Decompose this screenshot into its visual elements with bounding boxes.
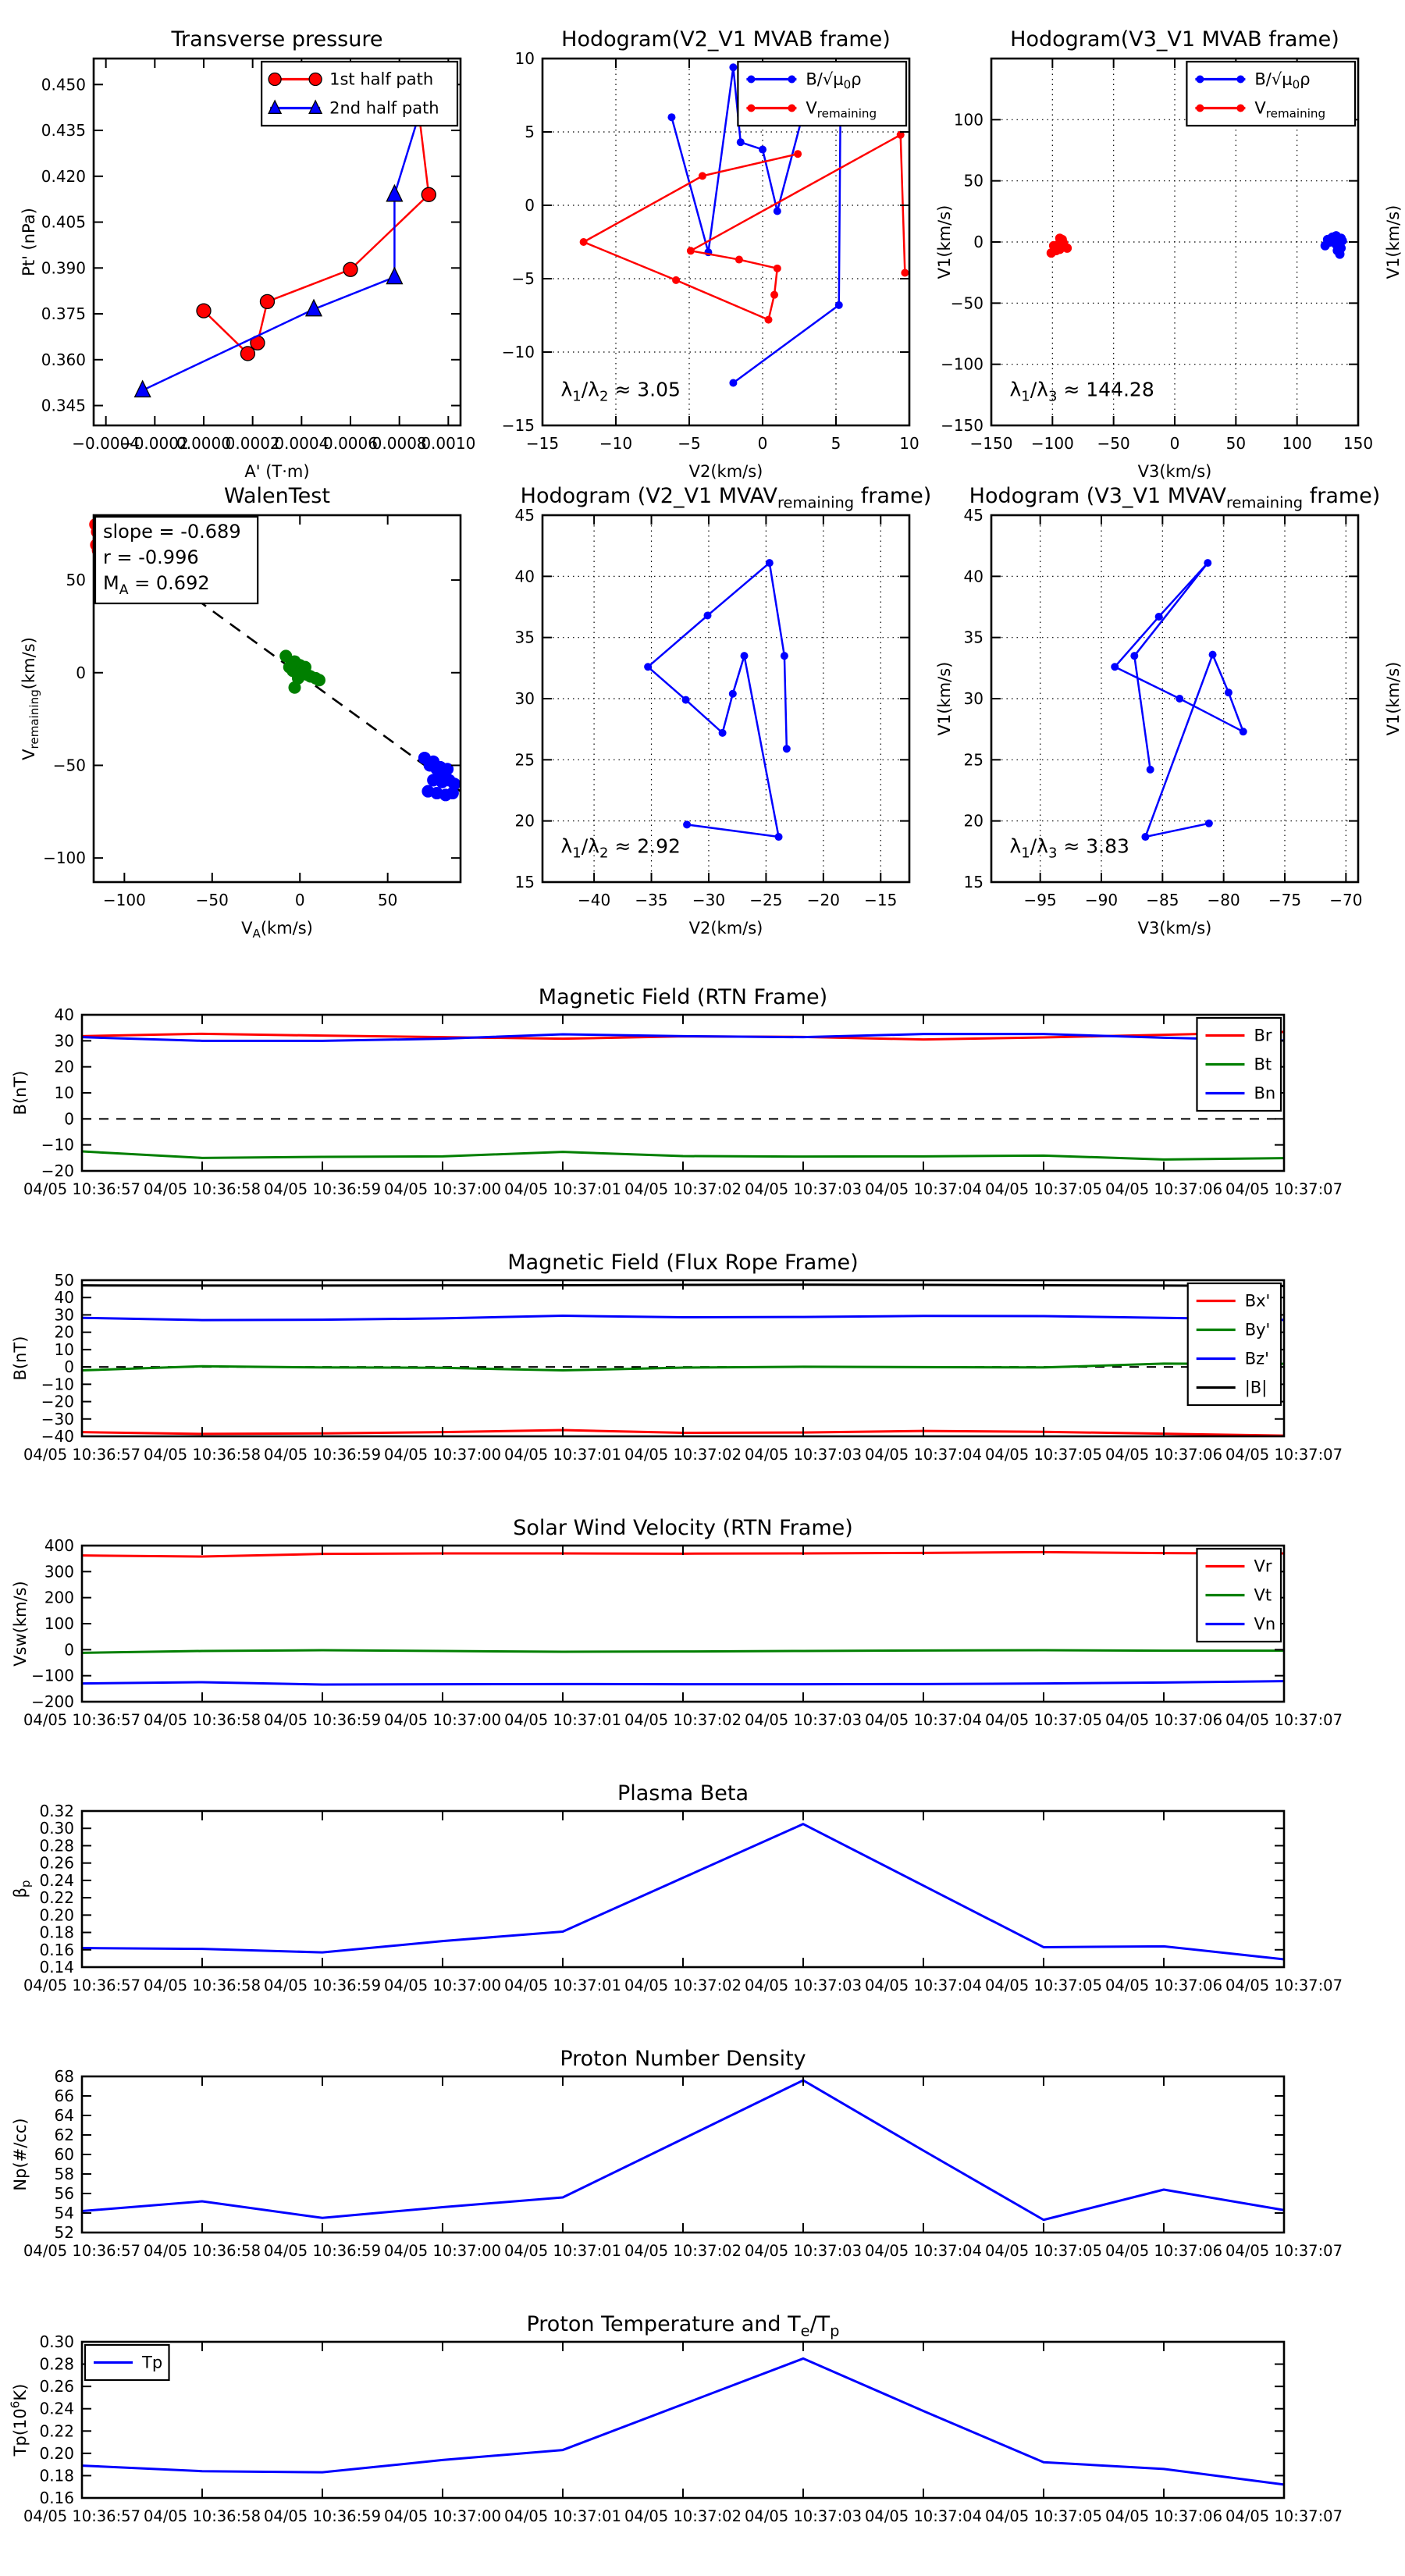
y-tick-label: 66 <box>54 2087 74 2105</box>
y-tick-label: 52 <box>54 2223 74 2242</box>
x-tick-label: −70 <box>1329 891 1363 909</box>
x-tick-label: −10 <box>599 434 633 453</box>
time-tick-label: 04/05 10:36:59 <box>264 1446 381 1464</box>
lambda-ratio-annotation: $\lambda_1/\lambda_3 \approx 3.83$ <box>1009 834 1129 862</box>
x-tick-label: −50 <box>195 891 229 909</box>
y-tick-label: 0.360 <box>41 350 86 369</box>
y-tick-label: −20 <box>41 1162 74 1180</box>
y-tick-label: 0.30 <box>39 1819 74 1838</box>
y-tick-label: 20 <box>54 1322 74 1342</box>
time-tick-label: 04/05 10:36:59 <box>264 1180 381 1198</box>
y-tick-label: 20 <box>54 1057 74 1076</box>
y-tick-label: 0.24 <box>39 2399 74 2418</box>
time-tick-label: 04/05 10:36:59 <box>264 2507 381 2525</box>
panel-magnetic-field-flux-rope <box>11 1251 1343 1464</box>
panel-walen-test <box>20 484 461 941</box>
time-tick-label: 04/05 10:37:01 <box>504 1711 621 1729</box>
y-tick-label: 20 <box>963 811 984 831</box>
y-tick-label: 50 <box>66 571 86 590</box>
x-tick-label: −20 <box>806 891 840 909</box>
y-tick-label: 0.18 <box>39 2466 74 2485</box>
time-tick-label: 04/05 10:37:04 <box>865 2242 982 2260</box>
y-tick-label: 0.375 <box>41 304 86 324</box>
y-tick-label: 25 <box>963 750 984 770</box>
y-tick-label: 30 <box>514 689 535 708</box>
y-tick-label: 40 <box>54 1005 74 1024</box>
time-tick-label: 04/05 10:37:04 <box>865 1446 982 1464</box>
y-tick-label: 10 <box>514 49 535 68</box>
y-tick-label: 15 <box>514 873 535 891</box>
time-tick-label: 04/05 10:36:58 <box>144 1976 261 1994</box>
y-tick-label: −50 <box>52 756 86 775</box>
y-axis-label: V1(km/s) <box>935 661 954 736</box>
y-tick-label: 45 <box>514 506 535 525</box>
time-tick-label: 04/05 10:37:05 <box>985 1180 1102 1198</box>
y-tick-label: 0.14 <box>39 1958 74 1976</box>
time-tick-label: 04/05 10:37:03 <box>745 2507 862 2525</box>
y-tick-label: 50 <box>963 171 984 190</box>
time-tick-label: 04/05 10:36:57 <box>23 1446 140 1464</box>
time-tick-label: 04/05 10:37:02 <box>624 2507 742 2525</box>
y-axis-label: V1(km/s) <box>1384 661 1403 736</box>
y-tick-label: 0.16 <box>39 2489 74 2507</box>
time-tick-label: 04/05 10:37:01 <box>504 1180 621 1198</box>
y-tick-label: 0 <box>76 663 86 682</box>
y-tick-label: 0 <box>64 1109 74 1129</box>
y-tick-label: 5 <box>525 123 535 141</box>
x-tick-label: −95 <box>1023 891 1057 909</box>
y-tick-label: 0.22 <box>39 2421 74 2441</box>
panel-title: Hodogram (V2_V1 $MVAV_{remaining}$ frame) <box>520 484 932 512</box>
time-tick-label: 04/05 10:37:02 <box>624 2242 742 2260</box>
x-tick-label: −15 <box>864 891 898 909</box>
panel-magnetic-field-rtn <box>11 985 1343 1198</box>
time-tick-label: 04/05 10:37:02 <box>624 1446 742 1464</box>
walen-stat-line: r = -0.996 <box>103 546 199 568</box>
x-tick-label: 0.0004 <box>274 434 329 453</box>
y-tick-label: 30 <box>963 689 984 708</box>
legend <box>85 2345 169 2380</box>
legend-label-Vn: Vn <box>1254 1614 1276 1634</box>
walen-stat-line: $M_A = 0.692$ <box>103 572 210 598</box>
x-tick-label: −50 <box>1097 434 1130 453</box>
time-tick-label: 04/05 10:37:07 <box>1225 2507 1343 2525</box>
y-axis-label: V1(km/s) <box>935 205 954 279</box>
y-tick-label: 0.390 <box>41 258 86 278</box>
y-axis-label: $Tp(10^6K)$ <box>8 2383 30 2457</box>
panel-title: Magnetic Field (Flux Rope Frame) <box>507 1251 859 1275</box>
x-tick-label: −30 <box>692 891 726 909</box>
y-tick-label: 0.26 <box>39 1853 74 1873</box>
legend-label-By': By' <box>1244 1320 1271 1340</box>
time-tick-label: 04/05 10:37:01 <box>504 1976 621 1994</box>
panel-hodogram-v3v1-mvav <box>964 484 1403 938</box>
panel-title: Hodogram (V3_V1 $MVAV_{remaining}$ frame) <box>969 484 1381 512</box>
time-tick-label: 04/05 10:36:58 <box>144 2242 261 2260</box>
x-tick-label: −85 <box>1146 891 1179 909</box>
x-tick-label: 150 <box>1343 434 1374 453</box>
x-axis-label: A' (T·m) <box>244 462 310 481</box>
x-tick-label: 50 <box>377 891 398 909</box>
y-tick-label: −20 <box>41 1392 74 1411</box>
x-tick-label: −5 <box>678 434 701 453</box>
x-tick-label: −0.0004 <box>72 434 140 453</box>
y-tick-label: 0 <box>64 1357 74 1377</box>
y-tick-label: 0.405 <box>41 212 86 232</box>
y-tick-label: 0.32 <box>39 1802 74 1820</box>
time-tick-label: 04/05 10:36:57 <box>23 1180 140 1198</box>
x-axis-label: $V_A(km/s)$ <box>241 919 313 941</box>
time-tick-label: 04/05 10:37:07 <box>1225 1976 1343 1994</box>
legend <box>1186 62 1355 126</box>
time-tick-label: 04/05 10:37:07 <box>1225 1711 1343 1729</box>
panel-hodogram-v2v1-mvav <box>515 484 954 938</box>
legend <box>1188 1283 1281 1405</box>
time-tick-label: 04/05 10:37:01 <box>504 2242 621 2260</box>
y-tick-label: 0.22 <box>39 1888 74 1908</box>
x-tick-label: −15 <box>525 434 560 453</box>
panel-hodogram-v3v1-mvab <box>941 27 1403 481</box>
y-axis-label: $V_{remaining}(km/s)$ <box>20 637 42 760</box>
time-tick-label: 04/05 10:37:05 <box>985 1711 1102 1729</box>
y-tick-label: −30 <box>41 1409 74 1429</box>
time-tick-label: 04/05 10:37:03 <box>745 1711 862 1729</box>
time-tick-label: 04/05 10:37:02 <box>624 1180 742 1198</box>
time-tick-label: 04/05 10:36:58 <box>144 1711 261 1729</box>
y-axis-label: B(nT) <box>11 1070 30 1115</box>
legend-label-Vt: Vt <box>1254 1585 1272 1605</box>
x-tick-label: 50 <box>1225 434 1247 453</box>
y-axis-label: Np(#/cc) <box>11 2118 30 2191</box>
legend-label-Tp: Tp <box>142 2353 163 2372</box>
time-tick-label: 04/05 10:37:05 <box>985 1446 1102 1464</box>
x-tick-label: −25 <box>749 891 783 909</box>
y-tick-label: 100 <box>953 110 984 130</box>
y-tick-label: −10 <box>41 1375 74 1394</box>
time-tick-label: 04/05 10:37:03 <box>745 1446 862 1464</box>
time-tick-label: 04/05 10:37:00 <box>384 1711 501 1729</box>
y-tick-label: 56 <box>54 2184 74 2203</box>
panel-transverse-pressure <box>20 27 475 481</box>
x-tick-label: 0 <box>1169 434 1180 453</box>
lambda-ratio-annotation: $\lambda_1/\lambda_2 \approx 2.92$ <box>560 834 681 862</box>
y-tick-label: 0.20 <box>39 1905 74 1925</box>
legend-label-Bz': Bz' <box>1244 1349 1269 1368</box>
y-axis-label: Pt' (nPa) <box>20 208 38 276</box>
x-tick-label: 100 <box>1282 434 1312 453</box>
x-axis-label: V2(km/s) <box>688 919 763 938</box>
time-tick-label: 04/05 10:37:06 <box>1105 2242 1222 2260</box>
panel-solar-wind-velocity <box>11 1516 1343 1729</box>
time-tick-label: 04/05 10:37:06 <box>1105 1711 1222 1729</box>
panel-title: Magnetic Field (RTN Frame) <box>538 985 828 1009</box>
time-tick-label: 04/05 10:37:00 <box>384 2507 501 2525</box>
y-tick-label: 0.28 <box>39 1836 74 1856</box>
y-tick-label: 0.20 <box>39 2443 74 2463</box>
x-tick-label: 0.0006 <box>323 434 378 453</box>
panel-title: Proton Temperature and $T_e/T_p$ <box>526 2312 840 2340</box>
legend-label-B/√μ0ρ: $B/√\mu_0\rho$ <box>1254 69 1311 92</box>
x-tick-label: 10 <box>899 434 919 453</box>
y-tick-label: −200 <box>31 1692 74 1711</box>
legend-label-Bn: Bn <box>1254 1083 1276 1103</box>
y-tick-label: 62 <box>54 2126 74 2144</box>
y-tick-label: 0.28 <box>39 2354 74 2374</box>
y-tick-label: 54 <box>54 2204 74 2222</box>
legend-label-Bt: Bt <box>1254 1055 1272 1074</box>
panel-title: Plasma Beta <box>617 1781 749 1806</box>
y-tick-label: 60 <box>54 2145 74 2164</box>
y-tick-label: 35 <box>963 628 984 647</box>
x-tick-label: −75 <box>1268 891 1302 909</box>
y-tick-label: 30 <box>54 1305 74 1325</box>
legend-label-Vremaining: $V_{remaining}$ <box>1254 98 1326 121</box>
time-tick-label: 04/05 10:36:58 <box>144 1446 261 1464</box>
time-tick-label: 04/05 10:36:57 <box>23 2242 140 2260</box>
time-tick-label: 04/05 10:37:03 <box>745 1976 862 1994</box>
legend-label-|B|: |B| <box>1244 1378 1268 1397</box>
legend <box>1197 1549 1281 1642</box>
time-tick-label: 04/05 10:37:02 <box>624 1711 742 1729</box>
legend <box>1197 1018 1281 1111</box>
y-tick-label: −100 <box>31 1666 74 1685</box>
y-tick-label: 40 <box>54 1288 74 1308</box>
y-tick-label: 300 <box>44 1562 74 1582</box>
y-tick-label: −5 <box>511 269 535 288</box>
y-tick-label: 30 <box>54 1031 74 1051</box>
panel-hodogram-v2v1-mvab <box>502 27 954 481</box>
legend-label-Br: Br <box>1254 1026 1272 1045</box>
x-tick-label: −40 <box>577 891 611 909</box>
panel-title: Hodogram(V2_V1 MVAB frame) <box>561 27 891 52</box>
y-axis-label: $\beta_p$ <box>11 1880 34 1898</box>
time-tick-label: 04/05 10:36:58 <box>144 1180 261 1198</box>
x-tick-label: 0.0008 <box>372 434 427 453</box>
time-tick-label: 04/05 10:36:57 <box>23 1711 140 1729</box>
y-tick-label: 10 <box>54 1083 74 1102</box>
time-tick-label: 04/05 10:37:06 <box>1105 1446 1222 1464</box>
walen-stats-box <box>95 517 258 603</box>
time-tick-label: 04/05 10:37:05 <box>985 2242 1102 2260</box>
x-tick-label: 0.0010 <box>421 434 476 453</box>
panel-proton-temperature <box>9 2312 1343 2525</box>
y-tick-label: 0.16 <box>39 1940 74 1959</box>
y-tick-label: 0 <box>973 233 984 251</box>
time-tick-label: 04/05 10:37:02 <box>624 1976 742 1994</box>
time-tick-label: 04/05 10:37:01 <box>504 2507 621 2525</box>
y-axis-label: Vsw(km/s) <box>11 1581 30 1667</box>
y-tick-label: −15 <box>501 416 535 435</box>
time-tick-label: 04/05 10:37:00 <box>384 2242 501 2260</box>
time-tick-label: 04/05 10:37:03 <box>745 1180 862 1198</box>
y-tick-label: 0.420 <box>41 166 86 186</box>
x-tick-label: 0 <box>757 434 768 453</box>
panel-title: WalenTest <box>224 484 330 508</box>
y-axis-label: B(nT) <box>11 1336 30 1381</box>
y-tick-label: 50 <box>54 1271 74 1290</box>
y-tick-label: −50 <box>950 294 984 313</box>
legend-label-B/√μ0ρ: $B/√\mu_0\rho$ <box>806 69 862 92</box>
legend-label-Vr: Vr <box>1254 1557 1272 1576</box>
lambda-ratio-annotation: $\lambda_1/\lambda_3 \approx 144.28$ <box>1009 378 1154 405</box>
y-tick-label: 35 <box>514 628 535 647</box>
x-tick-label: −35 <box>635 891 668 909</box>
time-tick-label: 04/05 10:36:59 <box>264 1976 381 1994</box>
time-tick-label: 04/05 10:37:03 <box>745 2242 862 2260</box>
lambda-ratio-annotation: $\lambda_1/\lambda_2 \approx 3.05$ <box>560 378 681 405</box>
time-tick-label: 04/05 10:36:59 <box>264 2242 381 2260</box>
time-tick-label: 04/05 10:36:57 <box>23 2507 140 2525</box>
panel-plasma-beta <box>11 1781 1343 1994</box>
panel-proton-number-density <box>11 2047 1343 2260</box>
legend-label-1st half path: 1st half path <box>329 69 434 89</box>
y-tick-label: 0.345 <box>41 396 86 415</box>
x-tick-label: −0.0002 <box>120 434 189 453</box>
y-tick-label: 64 <box>54 2106 74 2125</box>
x-axis-label: V3(km/s) <box>1137 462 1212 481</box>
time-tick-label: 04/05 10:37:00 <box>384 1446 501 1464</box>
y-tick-label: −150 <box>941 416 984 435</box>
y-tick-label: 20 <box>514 811 535 831</box>
x-tick-label: −100 <box>1030 434 1074 453</box>
y-tick-label: −10 <box>41 1135 74 1155</box>
time-tick-label: 04/05 10:36:58 <box>144 2507 261 2525</box>
y-tick-label: 0.24 <box>39 1870 74 1890</box>
time-tick-label: 04/05 10:37:04 <box>865 1711 982 1729</box>
x-axis-label: V2(km/s) <box>688 462 763 481</box>
y-tick-label: 10 <box>54 1340 74 1359</box>
y-tick-label: 0.18 <box>39 1923 74 1942</box>
legend-label-2nd half path: 2nd half path <box>329 98 439 118</box>
time-tick-label: 04/05 10:37:05 <box>985 2507 1102 2525</box>
time-tick-label: 04/05 10:37:04 <box>865 1976 982 1994</box>
x-tick-label: −150 <box>969 434 1013 453</box>
y-axis-label: V1(km/s) <box>1384 205 1403 279</box>
y-tick-label: 40 <box>963 567 984 586</box>
y-tick-label: 25 <box>514 750 535 770</box>
time-tick-label: 04/05 10:36:59 <box>264 1711 381 1729</box>
x-tick-label: −100 <box>102 891 146 909</box>
y-tick-label: 0.435 <box>41 121 86 141</box>
x-tick-label: −90 <box>1084 891 1119 909</box>
y-tick-label: −40 <box>41 1427 74 1446</box>
panel-title: Solar Wind Velocity (RTN Frame) <box>513 1516 853 1540</box>
legend <box>738 62 906 126</box>
legend-label-Vremaining: $V_{remaining}$ <box>806 98 877 121</box>
panel-title: Transverse pressure <box>171 27 383 52</box>
time-tick-label: 04/05 10:37:01 <box>504 1446 621 1464</box>
time-tick-label: 04/05 10:37:07 <box>1225 1180 1343 1198</box>
time-tick-label: 04/05 10:37:07 <box>1225 1446 1343 1464</box>
y-tick-label: −10 <box>501 343 535 361</box>
y-tick-label: 45 <box>963 506 984 525</box>
y-tick-label: 100 <box>44 1614 74 1633</box>
x-tick-label: 0.0002 <box>225 434 280 453</box>
time-tick-label: 04/05 10:36:57 <box>23 1976 140 1994</box>
time-tick-label: 04/05 10:37:07 <box>1225 2242 1343 2260</box>
x-tick-label: 0.0000 <box>176 434 231 453</box>
x-axis-label: V3(km/s) <box>1137 919 1212 938</box>
y-tick-label: 0 <box>64 1640 74 1660</box>
y-tick-label: 0.450 <box>41 75 86 94</box>
y-tick-label: 400 <box>44 1536 74 1555</box>
x-tick-label: 0 <box>294 891 305 909</box>
y-tick-label: 0 <box>525 196 535 215</box>
legend-label-Bx': Bx' <box>1244 1291 1271 1311</box>
y-tick-label: 200 <box>44 1588 74 1607</box>
time-tick-label: 04/05 10:37:00 <box>384 1976 501 1994</box>
y-tick-label: −100 <box>941 354 984 374</box>
panel-title: Proton Number Density <box>560 2047 806 2071</box>
time-tick-label: 04/05 10:37:04 <box>865 2507 982 2525</box>
y-tick-label: 0.26 <box>39 2377 74 2396</box>
y-tick-label: 58 <box>54 2165 74 2183</box>
walen-stat-line: slope = -0.689 <box>103 521 241 543</box>
panel-title: Hodogram(V3_V1 MVAB frame) <box>1010 27 1339 52</box>
x-tick-label: 5 <box>831 434 841 453</box>
y-tick-label: 15 <box>963 873 984 891</box>
time-tick-label: 04/05 10:37:06 <box>1105 1976 1222 1994</box>
time-tick-label: 04/05 10:37:06 <box>1105 2507 1222 2525</box>
time-tick-label: 04/05 10:37:06 <box>1105 1180 1222 1198</box>
time-tick-label: 04/05 10:37:05 <box>985 1976 1102 1994</box>
x-tick-label: −80 <box>1207 891 1240 909</box>
y-tick-label: −100 <box>43 849 86 868</box>
y-tick-label: 40 <box>514 567 535 586</box>
y-tick-label: 0.30 <box>39 2332 74 2351</box>
time-tick-label: 04/05 10:37:00 <box>384 1180 501 1198</box>
legend <box>261 62 457 126</box>
time-tick-label: 04/05 10:37:04 <box>865 1180 982 1198</box>
y-tick-label: 68 <box>54 2067 74 2086</box>
